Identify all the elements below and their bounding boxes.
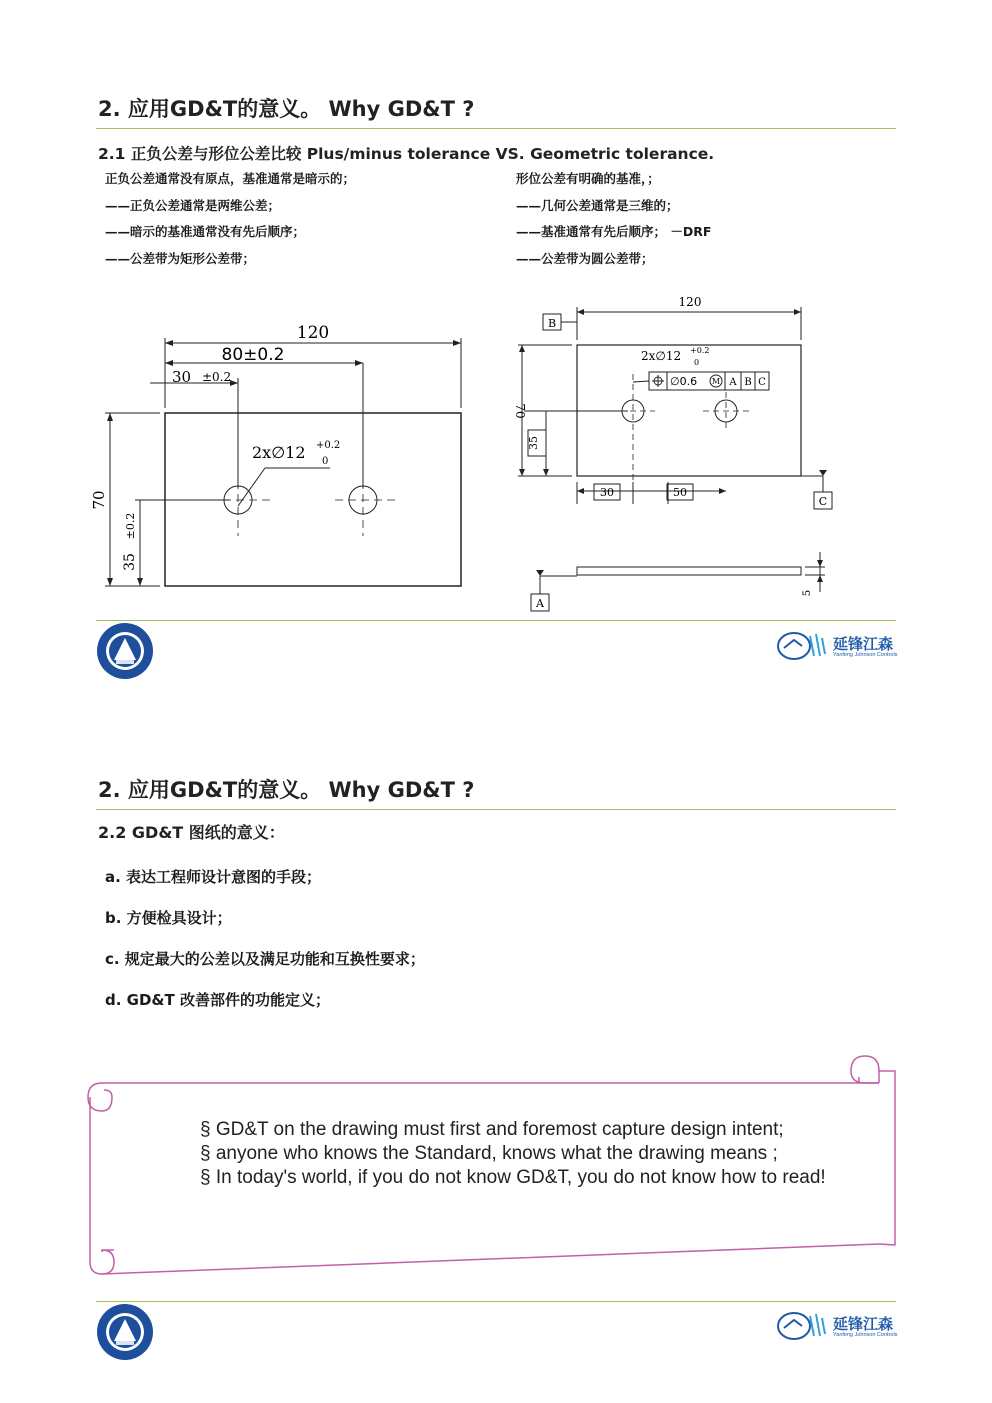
college-logo bbox=[96, 1303, 154, 1361]
dim-width: 120 bbox=[678, 295, 702, 309]
datum-a: A bbox=[536, 597, 544, 610]
dim-height: 70 bbox=[513, 403, 527, 419]
quote-line: § anyone who knows the Standard, knows what the drawing means ; bbox=[200, 1143, 778, 1164]
fcf-tolerance: ∅0.6 bbox=[670, 375, 698, 388]
list-item: b. 方便检具设计； bbox=[105, 909, 232, 927]
fcf-datum-b: B bbox=[744, 377, 752, 388]
quote-line: § GD&T on the drawing must first and foremost capture design intent; bbox=[200, 1119, 784, 1140]
list-item: ——公差带为圆公差带； bbox=[516, 250, 654, 266]
datum-b: B bbox=[547, 317, 557, 330]
page2-subheading: 2.2 GD&T 图纸的意义： bbox=[98, 823, 285, 842]
dim-50: 50 bbox=[673, 486, 687, 499]
dim-height: 70 bbox=[90, 490, 108, 510]
list-item: ——公差带为矩形公差带； bbox=[105, 250, 256, 266]
page1-subheading: 2.1 正负公差与形位公差比较 Plus/minus tolerance VS. Geometric tolerance. bbox=[98, 145, 715, 163]
logo-en-text: Yanfeng Johnson Controls bbox=[833, 1332, 898, 1338]
footer-rule bbox=[96, 1301, 896, 1302]
hole-tol-upper: +0.2 bbox=[690, 346, 710, 355]
logo-cn-text: 延锋江森 bbox=[833, 1316, 894, 1333]
dim-35: 35 bbox=[122, 553, 138, 571]
dim-30: 30 bbox=[172, 368, 192, 386]
plus-minus-list bbox=[105, 166, 355, 272]
list-item: a. 表达工程师设计意图的手段； bbox=[105, 868, 322, 886]
geometric-drawing bbox=[510, 292, 840, 617]
quote-line: § In today's world, if you do not know GD&T, you do not know how to read! bbox=[200, 1167, 826, 1188]
hole-tol-upper: +0.2 bbox=[316, 440, 341, 451]
list-item: 形位公差有明确的基准，； bbox=[516, 171, 660, 186]
dim-35: 35 bbox=[527, 436, 540, 450]
hole-callout: 2x∅12 bbox=[641, 349, 682, 363]
quote-block bbox=[200, 1118, 826, 1190]
dim-80: 80±0.2 bbox=[221, 345, 285, 365]
heading-rule bbox=[96, 809, 896, 810]
fcf-datum-a: A bbox=[729, 377, 737, 388]
logo-cn-text: 延锋江森 bbox=[833, 636, 894, 653]
dim-width: 120 bbox=[296, 323, 330, 343]
dim-5: 5 bbox=[802, 589, 813, 597]
list-item: c. 规定最大的公差以及满足功能和互换性要求； bbox=[105, 950, 425, 968]
tol-30: ±0.2 bbox=[202, 370, 232, 384]
footer-rule bbox=[96, 620, 896, 621]
list-item: 正负公差通常没有原点，基准通常是暗示的； bbox=[105, 171, 356, 186]
hole-tol-lower: 0 bbox=[694, 358, 700, 367]
hole-tol-lower: 0 bbox=[322, 456, 329, 467]
yanfeng-logo-icon bbox=[776, 626, 828, 666]
logo-en-text: Yanfeng Johnson Controls bbox=[833, 652, 898, 658]
hole-callout: 2x∅12 bbox=[252, 443, 306, 462]
dim-30: 30 bbox=[600, 486, 614, 499]
page1-heading: 2. 应用GD&T的意义。 Why GD&T ? bbox=[98, 97, 475, 121]
list-item: ——正负公差通常是两维公差； bbox=[105, 197, 281, 213]
list-item: ——暗示的基准通常没有先后顺序； bbox=[105, 224, 306, 239]
tol-35: ±0.2 bbox=[124, 512, 137, 540]
datum-c: C bbox=[818, 495, 828, 508]
list-item: ——几何公差通常是三维的； bbox=[516, 197, 679, 213]
yanfeng-logo-icon bbox=[776, 1306, 828, 1346]
list-item: d. GD&T 改善部件的功能定义； bbox=[105, 991, 330, 1009]
college-logo bbox=[96, 622, 154, 680]
page2-heading: 2. 应用GD&T的意义。 Why GD&T ? bbox=[98, 778, 475, 802]
geometric-list bbox=[516, 166, 711, 272]
plus-minus-drawing bbox=[90, 318, 480, 608]
meaning-list bbox=[105, 857, 425, 1021]
heading-rule bbox=[96, 128, 896, 129]
fcf-datum-c: C bbox=[758, 377, 766, 388]
fcf-modifier: M bbox=[711, 377, 721, 386]
yanfeng-logo bbox=[776, 626, 898, 666]
list-item: ——基准通常有先后顺序； －DRF bbox=[516, 224, 712, 239]
yanfeng-logo bbox=[776, 1306, 898, 1346]
